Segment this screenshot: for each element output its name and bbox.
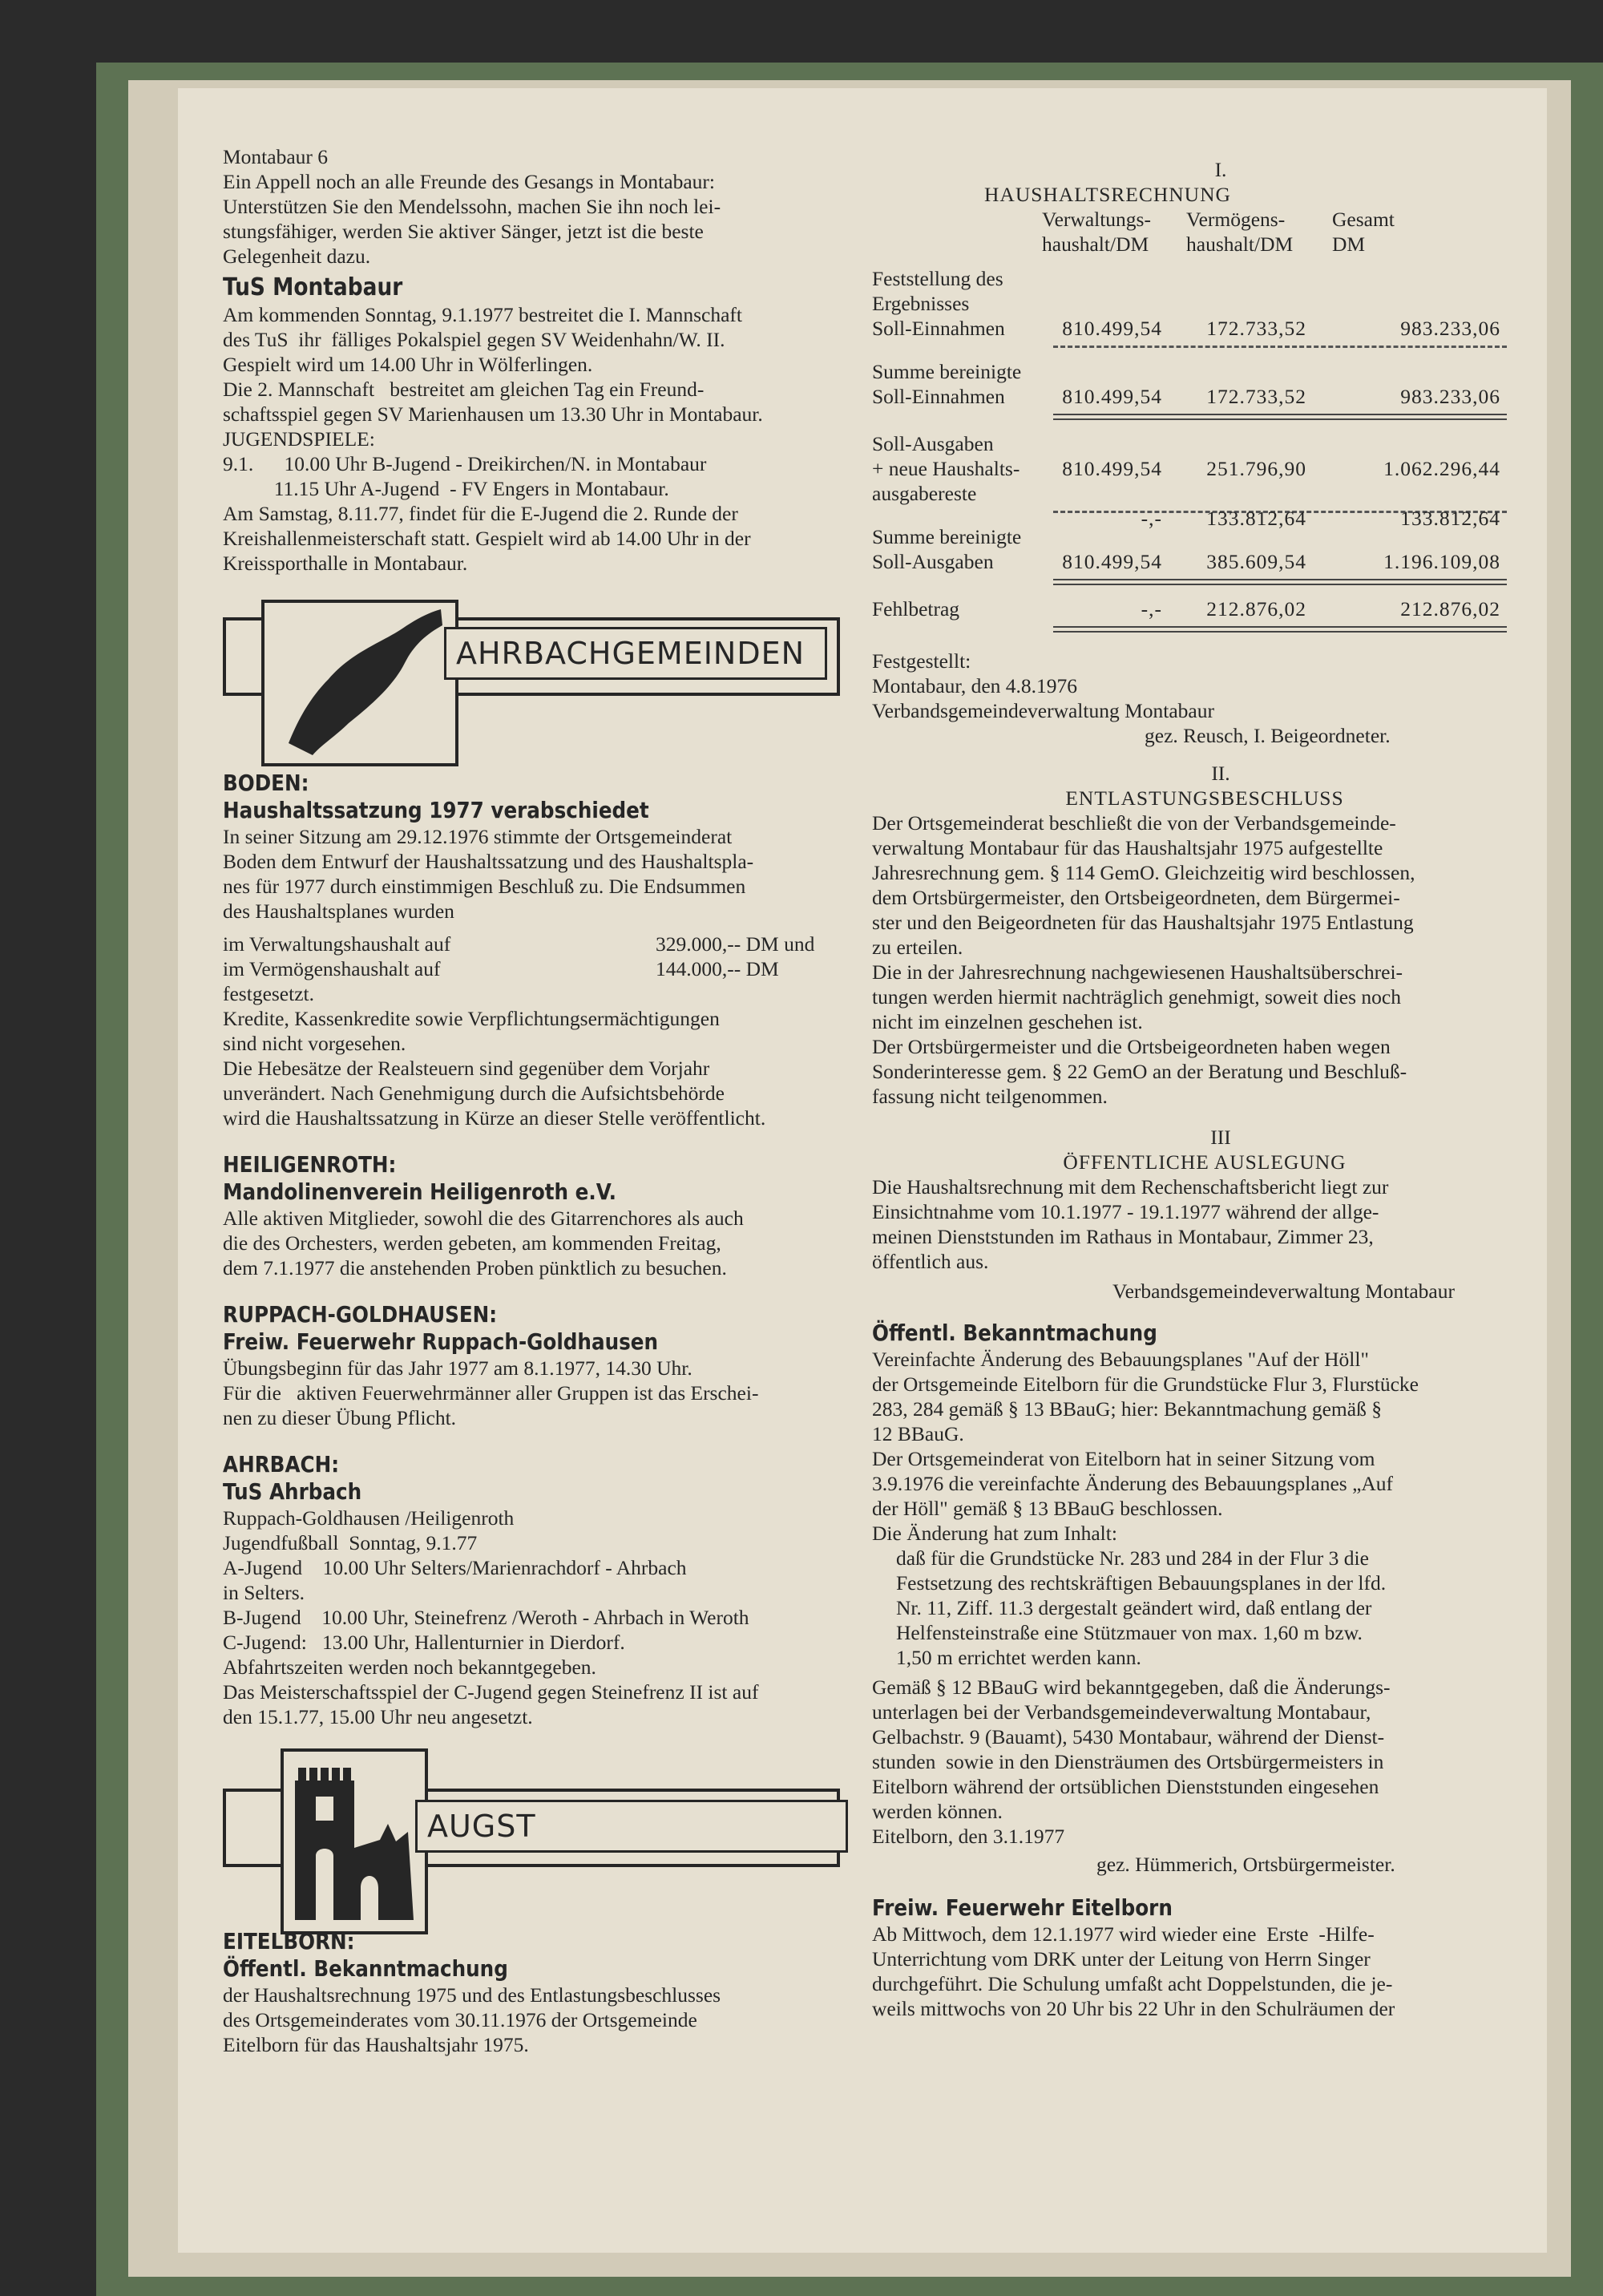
text-line: nicht im einzelnen geschehen ist. xyxy=(872,1010,1143,1033)
text-line: Am kommenden Sonntag, 9.1.1977 bestreitet die I. Mannschaft xyxy=(223,303,742,326)
text-line: B-Jugend 10.00 Uhr, Steinefrenz /Weroth - Ahrbach in Weroth xyxy=(223,1606,749,1629)
text-line: Unterstützen Sie den Mendelssohn, machen Sie ihn noch lei- xyxy=(223,195,721,218)
section-heading: TuS Montabaur xyxy=(223,273,403,301)
row-label: im Verwaltungshaushalt auf xyxy=(223,932,451,956)
cell-value: 810.499,54 xyxy=(1062,385,1162,408)
text-line: Ab Mittwoch, dem 12.1.1977 wird wieder eine Erste -Hilfe- xyxy=(872,1922,1375,1946)
text-line: Kreissporthalle in Montabaur. xyxy=(223,552,468,575)
cell-value: 810.499,54 xyxy=(1062,457,1162,480)
cell-value: 385.609,54 xyxy=(1206,550,1306,573)
text-line: Jahresrechnung gem. § 114 GemO. Gleichzeitig wird beschlossen, xyxy=(872,861,1415,884)
text-line: meinen Dienststunden im Rathaus in Montabaur, Zimmer 23, xyxy=(872,1225,1374,1248)
text-line: Montabaur, den 4.8.1976 xyxy=(872,674,1078,697)
value-row xyxy=(223,932,864,956)
signature: gez. Reusch, I. Beigeordneter. xyxy=(1145,724,1391,747)
text-line: nen zu dieser Übung Pflicht. xyxy=(223,1406,457,1429)
place-heading: HEILIGENROTH: xyxy=(223,1151,397,1178)
row-label: im Vermögenshaushalt auf xyxy=(223,957,441,980)
place-heading: BODEN: xyxy=(223,770,309,796)
text-line: stunden sowie in den Diensträumen des Ortsbürgermeisters in xyxy=(872,1750,1384,1773)
cell-value: 251.796,90 xyxy=(1206,457,1306,480)
text-line: daß für die Grundstücke Nr. 283 und 284 in der Flur 3 die xyxy=(896,1546,1369,1570)
cell-value: 212.876,02 xyxy=(1400,597,1500,620)
cell-value: 133.812,64 xyxy=(1400,507,1500,530)
cell-value: 810.499,54 xyxy=(1062,317,1162,340)
section-title: HAUSHALTSRECHNUNG xyxy=(984,183,1231,206)
text-line: Eitelborn während der ortsüblichen Dienststunden eingesehen xyxy=(872,1775,1379,1798)
text-line: werden können. xyxy=(872,1800,1003,1823)
cell-value: 1.196.109,08 xyxy=(1383,550,1500,573)
text-line: Nr. 11, Ziff. 11.3 dergestalt geändert wird, daß entlang der xyxy=(896,1596,1372,1619)
text-line: der Ortsgemeinde Eitelborn für die Grundstücke Flur 3, Flurstücke xyxy=(872,1372,1419,1396)
section-title: ENTLASTUNGSBESCHLUSS xyxy=(1065,786,1344,810)
text-line: zu erteilen. xyxy=(872,936,963,959)
text-line: 12 BBauG. xyxy=(872,1422,964,1445)
text-line: In seiner Sitzung am 29.12.1976 stimmte der Ortsgemeinderat xyxy=(223,825,733,848)
entlastung-section xyxy=(872,761,1537,1109)
text-line: sind nicht vorgesehen. xyxy=(223,1032,406,1055)
text-line: Die in der Jahresrechnung nachgewiesenen Haushaltsüberschrei- xyxy=(872,960,1403,984)
text-line: des Ortsgemeinderates vom 30.11.1976 der Ortsgemeinde xyxy=(223,2008,697,2031)
table-row xyxy=(872,266,1537,341)
heiligenroth-section xyxy=(223,1151,864,1280)
row-label: Soll-Einnahmen xyxy=(872,317,1005,340)
text-line: Gespielt wird um 14.00 Uhr in Wölferlingen. xyxy=(223,353,593,376)
text-line: wird die Haushaltssatzung in Kürze an dieser Stelle veröffentlicht. xyxy=(223,1106,766,1130)
text-line: Eitelborn für das Haushaltsjahr 1975. xyxy=(223,2033,529,2056)
place-heading: RUPPACH-GOLDHAUSEN: xyxy=(223,1301,498,1328)
row-value: 329.000,-- DM und xyxy=(656,932,815,956)
table-row xyxy=(872,359,1537,409)
double-rule xyxy=(1053,579,1507,585)
text-line: Montabaur 6 xyxy=(223,145,329,168)
section-heading: Mandolinenverein Heiligenroth e.V. xyxy=(223,1178,617,1205)
column-header: Vermögens- xyxy=(1186,208,1286,231)
section-heading: Öffentl. Bekanntmachung xyxy=(223,1955,508,1982)
text-line: Kredite, Kassenkredite sowie Verpflichtungsermächtigungen xyxy=(223,1007,720,1030)
double-rule xyxy=(1053,414,1507,420)
text-line: Gelbachstr. 9 (Bauamt), 5430 Montabaur, während der Dienst- xyxy=(872,1725,1385,1748)
haushalt-table xyxy=(872,207,1537,633)
ahrbach-banner xyxy=(223,600,864,768)
text-line: Unterrichtung vom DRK unter der Leitung von Herrn Singer xyxy=(872,1947,1371,1971)
section-heading: TuS Ahrbach xyxy=(223,1478,362,1505)
eitelborn-section xyxy=(223,1928,864,2057)
text-line: Der Ortsbürgermeister und die Ortsbeigeordneten haben wegen xyxy=(872,1035,1391,1058)
text-line: Die Änderung hat zum Inhalt: xyxy=(872,1522,1117,1545)
text-line: Vereinfachte Änderung des Bebauungsplanes "Auf der Höll" xyxy=(872,1348,1369,1371)
auslegung-section xyxy=(872,1125,1537,1304)
row-label: Fehlbetrag xyxy=(872,597,960,620)
signature: Verbandsgemeindeverwaltung Montabaur xyxy=(1112,1279,1455,1303)
section-heading: Freiw. Feuerwehr Ruppach-Goldhausen xyxy=(223,1328,659,1355)
column-header: DM xyxy=(1332,232,1366,256)
text-line: Gelegenheit dazu. xyxy=(223,245,371,268)
text-line: des Haushaltsplanes wurden xyxy=(223,899,454,923)
dashed-rule xyxy=(1053,346,1507,348)
text-line: Festsetzung des rechtskräftigen Bebauungsplanes in der lfd. xyxy=(896,1571,1387,1595)
value-row xyxy=(223,956,864,981)
text-line: Verbandsgemeindeverwaltung Montabaur xyxy=(872,699,1214,722)
section-title: ÖFFENTLICHE AUSLEGUNG xyxy=(1063,1150,1347,1174)
cell-value: -,- xyxy=(1141,597,1162,620)
table-row xyxy=(872,524,1537,574)
text-line: ster und den Beigeordneten für das Haushaltsjahr 1975 Entlastung xyxy=(872,911,1414,934)
bekanntmachung-section xyxy=(872,1320,1537,1877)
tus-montabaur-section xyxy=(223,273,864,576)
text-line: der Haushaltsrechnung 1975 und des Entlastungsbeschlusses xyxy=(223,1983,721,2007)
text-line: öffentlich aus. xyxy=(872,1250,989,1273)
text-line: schaftsspiel gegen SV Marienhausen um 13.30 Uhr in Montabaur. xyxy=(223,402,763,426)
banner-title: AHRBACHGEMEINDEN xyxy=(444,627,827,680)
text-line: durchgeführt. Die Schulung umfaßt acht Doppelstunden, die je- xyxy=(872,1972,1393,1995)
double-rule xyxy=(1053,626,1507,633)
ruppach-section xyxy=(223,1301,864,1430)
place-heading: AHRBACH: xyxy=(223,1451,340,1477)
text-line: dem 7.1.1977 die anstehenden Proben pünktlich zu besuchen. xyxy=(223,1256,727,1279)
augst-banner xyxy=(223,1748,864,1939)
banner-title: AUGST xyxy=(415,1800,848,1853)
text-line: 9.1. 10.00 Uhr B-Jugend - Dreikirchen/N. in Montabaur xyxy=(223,452,707,475)
place-heading: EITELBORN: xyxy=(223,1928,355,1954)
row-label: ausgabereste xyxy=(872,482,977,505)
feuerwehr-section xyxy=(872,1894,1537,2021)
text-line: Ruppach-Goldhausen /Heiligenroth xyxy=(223,1506,515,1530)
text-line: Für die aktiven Feuerwehrmänner aller Gruppen ist das Erschei- xyxy=(223,1381,759,1405)
text-line: Am Samstag, 8.11.77, findet für die E-Jugend die 2. Runde der xyxy=(223,502,738,525)
column-header: Verwaltungs- xyxy=(1042,208,1151,231)
cell-value: 983.233,06 xyxy=(1400,385,1500,408)
table-row xyxy=(872,596,1537,621)
left-column xyxy=(223,144,864,2057)
text-line: Jugendfußball Sonntag, 9.1.77 xyxy=(223,1531,478,1554)
row-value: 144.000,-- DM xyxy=(656,957,779,980)
section-heading: Freiw. Feuerwehr Eitelborn xyxy=(872,1894,1173,1921)
row-label: + neue Haushalts- xyxy=(872,457,1020,480)
cell-value: 172.733,52 xyxy=(1206,385,1306,408)
text-line: Die 2. Mannschaft bestreitet am gleichen Tag ein Freund- xyxy=(223,378,705,401)
text-line: den 15.1.77, 15.00 Uhr neu angesetzt. xyxy=(223,1705,533,1728)
text-line: festgesetzt. xyxy=(223,982,314,1005)
section-heading: Haushaltssatzung 1977 verabschiedet xyxy=(223,797,649,823)
text-line: Übungsbeginn für das Jahr 1977 am 8.1.1977, 14.30 Uhr. xyxy=(223,1356,692,1380)
text-line: Alle aktiven Mitglieder, sowohl die des Gitarrenchores als auch xyxy=(223,1207,744,1230)
text-line: 283, 284 gemäß § 13 BBauG; hier: Bekanntmachung gemäß § xyxy=(872,1397,1382,1421)
text-line: verwaltung Montabaur für das Haushaltsjahr 1975 aufgestellte xyxy=(872,836,1383,859)
text-line: Die Hebesätze der Realsteuern sind gegenüber dem Vorjahr xyxy=(223,1057,710,1080)
text-line: unterlagen bei der Verbandsgemeindeverwaltung Montabaur, xyxy=(872,1700,1371,1724)
tower-ruin-icon xyxy=(281,1748,428,1934)
cell-value: 212.876,02 xyxy=(1206,597,1306,620)
text-line: Kreishallenmeisterschaft statt. Gespielt wird ab 14.00 Uhr in der xyxy=(223,527,751,550)
text-line: 3.9.1976 die vereinfachte Änderung des Bebauungsplanes „Auf xyxy=(872,1472,1394,1495)
newspaper-page xyxy=(178,88,1547,2253)
cell-value: 1.062.296,44 xyxy=(1383,457,1500,480)
cell-value: 983.233,06 xyxy=(1400,317,1500,340)
text-line: 1,50 m errichtet werden kann. xyxy=(896,1646,1141,1669)
table-header xyxy=(872,207,1537,257)
text-line: tungen werden hiermit nachträglich genehmigt, soweit dies noch xyxy=(872,985,1401,1009)
section-heading: Öffentl. Bekanntmachung xyxy=(872,1320,1157,1346)
ahrbach-section xyxy=(223,1451,864,1729)
text-line: Das Meisterschaftsspiel der C-Jugend gegen Steinefrenz II ist auf xyxy=(223,1680,759,1704)
column-header: Gesamt xyxy=(1332,208,1395,231)
right-column xyxy=(872,157,1537,2021)
text-line: Abfahrtszeiten werden noch bekanntgegeben. xyxy=(223,1655,596,1679)
row-label: Ergebnisses xyxy=(872,292,970,315)
text-line: fassung nicht teilgenommen. xyxy=(872,1085,1108,1108)
text-line: A-Jugend 10.00 Uhr Selters/Marienrachdorf - Ahrbach xyxy=(223,1556,687,1579)
text-line: Der Ortsgemeinderat beschließt die von der Verbandsgemeinde- xyxy=(872,811,1396,835)
text-line: nes für 1977 durch einstimmigen Beschluß zu. Die Endsummen xyxy=(223,875,746,898)
text-line: Boden dem Entwurf der Haushaltssatzung und des Haushaltspla- xyxy=(223,850,754,873)
text-line: Die Haushaltsrechnung mit dem Rechenschaftsbericht liegt zur xyxy=(872,1175,1389,1199)
text-line: Der Ortsgemeinderat von Eitelborn hat in seiner Sitzung vom xyxy=(872,1447,1375,1470)
text-line: Festgestellt: xyxy=(872,649,971,673)
roman-numeral: I. xyxy=(1214,158,1227,181)
text-line: unverändert. Nach Genehmigung durch die Aufsichtsbehörde xyxy=(223,1081,725,1105)
river-icon xyxy=(261,600,458,766)
intro-section xyxy=(223,144,864,269)
row-label: Soll-Einnahmen xyxy=(872,385,1005,408)
text-line: dem Ortsbürgermeister, den Ortsbeigeordneten, dem Bürgermei- xyxy=(872,886,1400,909)
text-line: der Höll" gemäß § 13 BBauG beschlossen. xyxy=(872,1497,1223,1520)
row-label: Summe bereinigte xyxy=(872,525,1022,548)
cell-value: 172.733,52 xyxy=(1206,317,1306,340)
column-header: haushalt/DM xyxy=(1186,232,1294,256)
text-line: Sonderinteresse gem. § 22 GemO an der Beratung und Beschluß- xyxy=(872,1060,1407,1083)
column-header: haushalt/DM xyxy=(1042,232,1149,256)
cell-value: -,- xyxy=(1141,507,1162,530)
boden-section xyxy=(223,770,864,1130)
roman-numeral: II. xyxy=(1211,762,1230,785)
text-line: weils mittwochs von 20 Uhr bis 22 Uhr in den Schulräumen der xyxy=(872,1997,1395,2020)
text-line: Einsichtnahme vom 10.1.1977 - 19.1.1977 während der allge- xyxy=(872,1200,1379,1223)
text-line: in Selters. xyxy=(223,1581,305,1604)
row-label: Summe bereinigte xyxy=(872,360,1022,383)
text-line: die des Orchesters, werden gebeten, am kommenden Freitag, xyxy=(223,1231,721,1255)
text-line: 11.15 Uhr A-Jugend - FV Engers in Montabaur. xyxy=(223,477,669,500)
haushaltsrechnung-section xyxy=(872,157,1537,748)
signature: gez. Hümmerich, Ortsbürgermeister. xyxy=(1096,1853,1395,1876)
table-row xyxy=(872,431,1537,530)
roman-numeral: III xyxy=(1210,1126,1231,1149)
text-line: Gemäß § 12 BBauG wird bekanntgegeben, daß die Änderungs- xyxy=(872,1676,1391,1699)
cell-value: 133.812,64 xyxy=(1206,507,1306,530)
row-label: Soll-Ausgaben xyxy=(872,550,994,573)
text-line: JUGENDSPIELE: xyxy=(223,427,375,451)
text-line: Eitelborn, den 3.1.1977 xyxy=(872,1825,1065,1848)
row-label: Feststellung des xyxy=(872,267,1003,290)
text-line: C-Jugend: 13.00 Uhr, Hallenturnier in Dierdorf. xyxy=(223,1631,625,1654)
text-line: des TuS ihr fälliges Pokalspiel gegen SV Weidenhahn/W. II. xyxy=(223,328,725,351)
text-line: Ein Appell noch an alle Freunde des Gesangs in Montabaur: xyxy=(223,170,715,193)
row-label: Soll-Ausgaben xyxy=(872,432,994,455)
text-line: Helfensteinstraße eine Stützmauer von max. 1,60 m bzw. xyxy=(896,1621,1363,1644)
cell-value: 810.499,54 xyxy=(1062,550,1162,573)
text-line: stungsfähiger, werden Sie aktiver Sänger, jetzt ist die beste xyxy=(223,220,704,243)
